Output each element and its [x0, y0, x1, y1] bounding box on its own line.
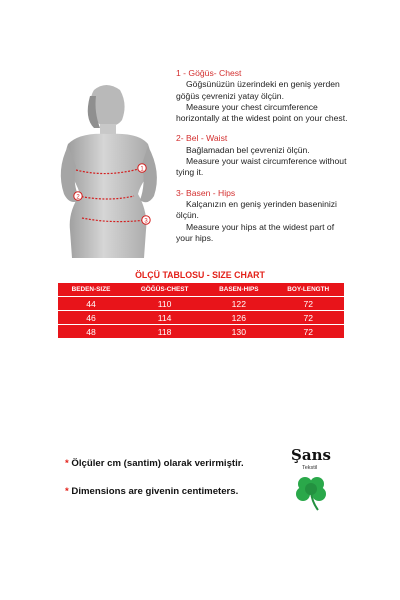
cell-size: 44: [58, 297, 124, 311]
size-chart-title: ÖLÇÜ TABLOSU - SIZE CHART: [135, 270, 265, 280]
cell-length: 72: [272, 325, 344, 339]
table-row: [58, 297, 344, 311]
note-bullet: *: [65, 486, 69, 497]
cell-hips: 122: [205, 297, 272, 311]
header-length: BOY-LENGTH: [287, 286, 330, 293]
instruction-line: Kalçanızın en geniş yerinden baseninizi: [186, 198, 337, 209]
instruction-line: Bağlamadan bel çevrenizi ölçün.: [186, 144, 310, 155]
cell-hips: 130: [205, 325, 272, 339]
note-text: Dimensions are givenin centimeters.: [71, 486, 239, 497]
clover-icon: [294, 474, 328, 512]
instruction-line: Measure your chest circumference: [186, 101, 318, 112]
note-english: [65, 486, 238, 497]
header-size: BEDEN-SIZE: [71, 286, 111, 293]
cell-chest: 110: [124, 297, 205, 311]
section-title: 2- Bel - Waist: [176, 133, 228, 144]
instruction-line: tying it.: [176, 167, 204, 178]
instruction-line: göğüs çevrenizi yatay ölçün.: [176, 90, 284, 101]
section-hips: [176, 188, 386, 244]
svg-text:3: 3: [144, 218, 148, 225]
table-row: [58, 325, 344, 339]
cell-size: 48: [58, 325, 124, 339]
cell-hips: 126: [205, 311, 272, 325]
measurement-instructions: [176, 68, 386, 244]
svg-text:1: 1: [140, 166, 144, 173]
section-waist: [176, 133, 386, 178]
logo-subtitle: Tekstil: [302, 465, 318, 471]
table-row: [58, 311, 344, 325]
note-text: Ölçüler cm (santim) olarak verirmiştir.: [71, 458, 244, 469]
logo-name: Şans: [291, 446, 331, 464]
brand-logo: [286, 446, 336, 516]
note-bullet: *: [65, 458, 69, 469]
instruction-line: ölçün.: [176, 210, 199, 221]
marker-chest: [138, 164, 146, 173]
instruction-line: Göğsünüzün üzerindeki en geniş yerden: [186, 79, 340, 90]
table-header-row: [58, 283, 344, 297]
body-silhouette: [50, 82, 170, 262]
size-chart-table: [58, 283, 344, 338]
instruction-line: Measure your waist circumference without: [186, 156, 347, 167]
marker-waist: [74, 192, 82, 201]
instruction-line: horizontally at the widest point on your chest.: [176, 113, 348, 124]
section-title: 1 - Göğüs- Chest: [176, 68, 242, 78]
cell-length: 72: [272, 297, 344, 311]
header-chest: GÖĞÜS-CHEST: [140, 286, 189, 293]
svg-text:2: 2: [76, 194, 80, 201]
header-hips: BASEN-HIPS: [219, 286, 259, 293]
section-title: 3- Basen - Hips: [176, 187, 236, 198]
instruction-line: Measure your hips at the widest part of: [186, 221, 335, 232]
marker-hips: [142, 216, 150, 225]
cell-size: 46: [58, 311, 124, 325]
note-turkish: [65, 458, 244, 469]
instruction-line: your hips.: [176, 232, 214, 243]
cell-chest: 114: [124, 311, 205, 325]
cell-length: 72: [272, 311, 344, 325]
section-chest: [176, 68, 386, 124]
cell-chest: 118: [124, 325, 205, 339]
